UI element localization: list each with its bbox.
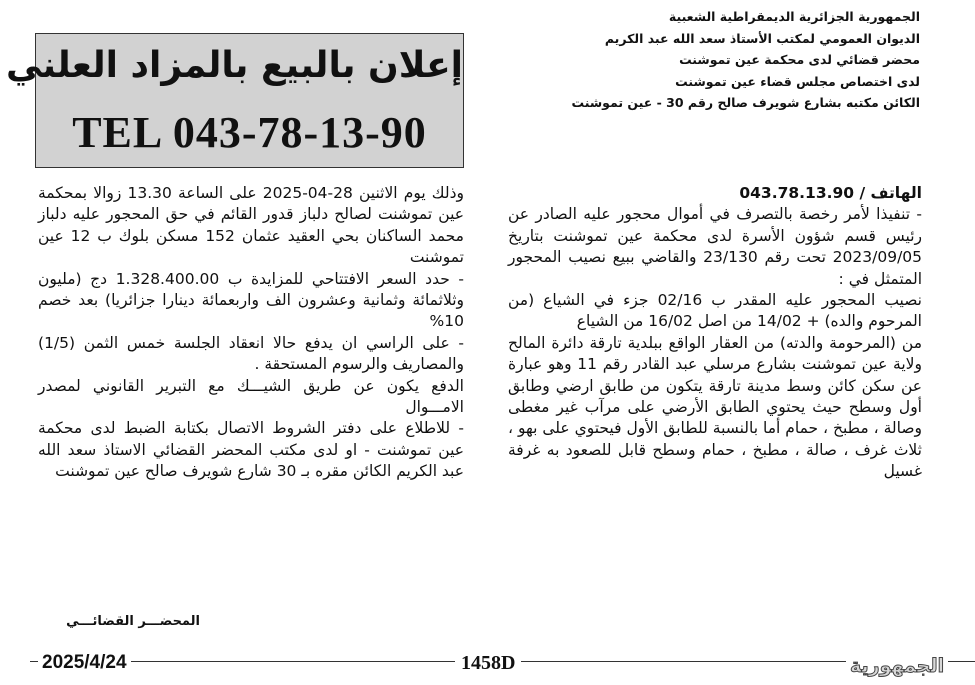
- right-paragraph-share: نصيب المحجور عليه المقدر ب 02/16 جزء في الشياع (من المرحوم والده) + 14/02 من اصل 16/02 من الشياع: [508, 291, 922, 331]
- issuer-header: [548, 6, 920, 114]
- left-paragraph-cheque: الدفع يكون عن طريق الشيـــك مع التبرير القانوني لمصدر الامـــوال: [38, 376, 464, 417]
- issuer-line-address: الكائن مكتبه بشارع شويرف صالح رقم 30 - عين تموشنت: [571, 95, 920, 110]
- issuer-line-republic: الجمهورية الجزائرية الديمقراطية الشعبية: [668, 9, 920, 24]
- footer-code: 1458D: [455, 652, 521, 675]
- right-paragraph-order: - تنفيذا لأمر رخصة بالتصرف في أموال محجور عليه الصادر عن رئيس قسم شؤون الأسرة لدى محكمة عين تموشنت بتاريخ 2023/09/05 تحت رقم 23/130 والقاضي ببيع نصيب المحجور المتمثل في :: [508, 205, 923, 288]
- notice-right-column: [508, 183, 922, 483]
- left-paragraph-date: وذلك يوم الاثنين 28-04-2025 على الساعة 13.30 زوالا بمحكمة عين تموشنت لصالح دلباز قدور القائم في حق المحجور عليه دلباز محمد الساكنان بحي العقيد عثمان 152 مسكن بلوك ب 12 عين تموشنت: [38, 184, 464, 267]
- left-paragraph-contact: - للاطلاع على دفتر الشروط الاتصال بكتابة الضبط لدى محكمة عين تموشنت - او لدى مكتب المحضر القضائي الاستاذ سعد الله عبد الكريم الكائن مقره بـ 30 شارع شويرف صالح عين تموشنت: [38, 419, 464, 481]
- auction-title-box: [5, 33, 464, 168]
- issuer-line-bailiff: محضر قضائي لدى محكمة عين تموشنت: [679, 52, 920, 67]
- issuer-line-jurisdiction: لدى اختصاص مجلس قضاء عين تموشنت: [675, 73, 920, 89]
- bailiff-signature: المحضـــر القضائـــي: [66, 614, 200, 629]
- left-paragraph-price: - حدد السعر الافتتاحي للمزايدة ب 1.328.400.00 دج (مليون وثلاثمائة وثمانية وعشرون الف واربعمائة دينارا جزائريا) بعد خصم 10%: [38, 269, 464, 331]
- auction-title: إعلان بالبيع بالمزاد العلني: [5, 45, 463, 86]
- auction-telephone: TEL 043-78-13-90: [72, 108, 427, 157]
- issuer-line-office: الديوان العمومي لمكتب الأستاذ سعد الله عبد الكريم: [604, 30, 920, 46]
- newspaper-logo: الجمهورية: [846, 655, 948, 677]
- left-paragraph-payment: - على الراسي ان يدفع حالا انعقاد الجلسة خمس الثمن (1/5) والمصاريف والرسوم المستحقة .: [38, 333, 464, 374]
- notice-left-column: [38, 183, 464, 483]
- phone-line: الهاتف / 043.78.13.90: [739, 184, 922, 202]
- footer-date: 2025/4/24: [38, 652, 131, 674]
- right-paragraph-property: من (المرحومة والدته) من العقار الواقع ببلدية تارقة دائرة المالح ولاية عين تموشنت بشارع مرسلي عبد القادر رقم 11 وهو عبارة عن سكن كائن وسط مدينة تارقة يتكون من طابق ارضي وطابق أول وسطح حيث يحتوي الطابق الأرضي على مرآب غير مغطى وصالة ، مطبخ ، حمام أما بالنسبة للطابق الأول فيحتوي على بهو ، ثلاث غرف ، صالة ، مطبخ ، حمام وسطح قابل للصعود به غرفة غسيل: [508, 333, 923, 481]
